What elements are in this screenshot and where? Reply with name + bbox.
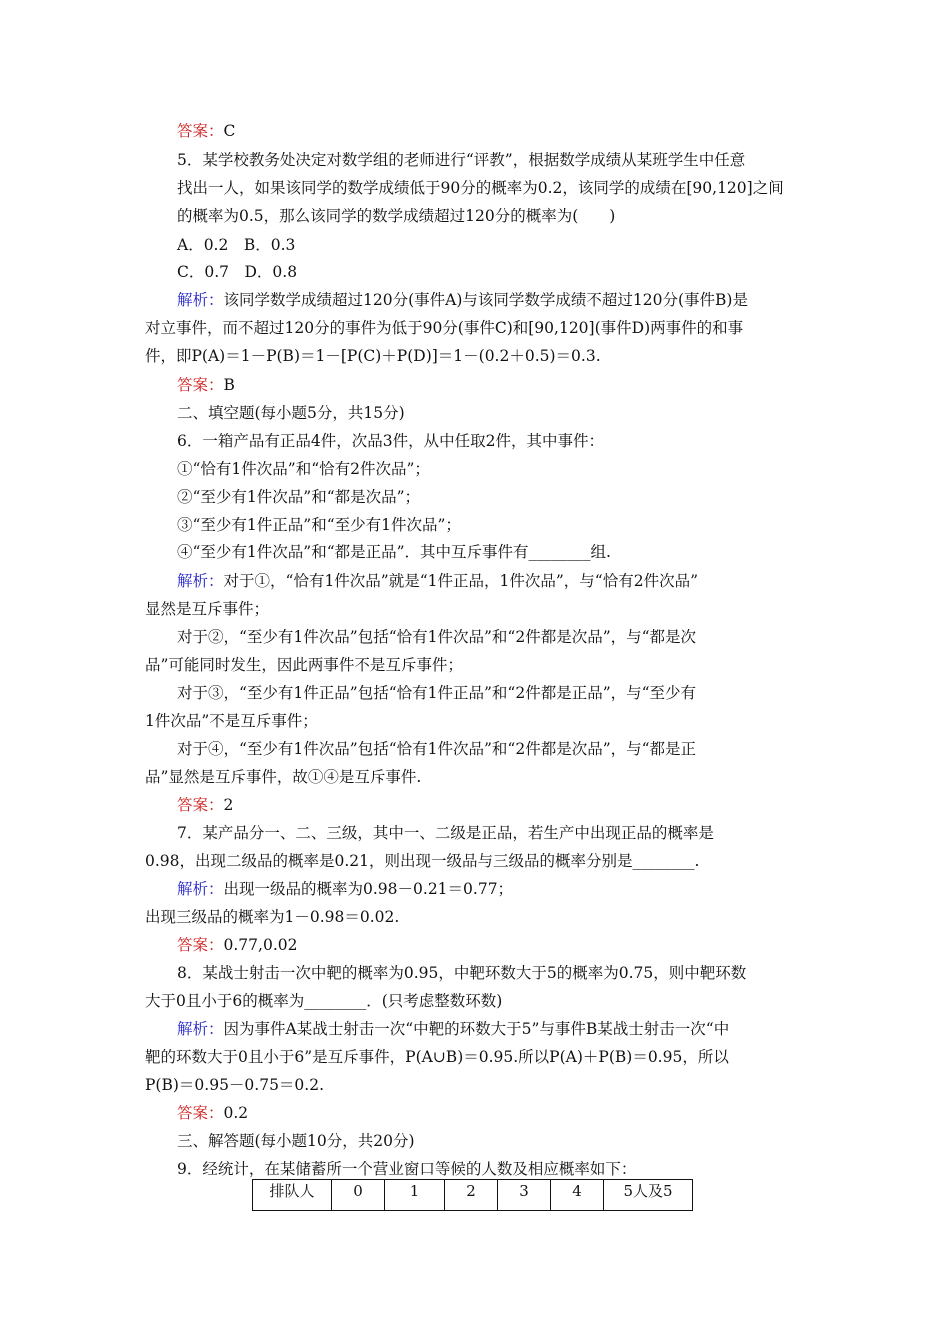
line-text: 对于③，“至少有1件正品”包括“恰有1件正品”和“2件都是正品”，与“至少有 <box>177 684 697 702</box>
line-text: 该同学数学成绩超过120分(事件A)与该同学数学成绩不超过120分(事件B)是 <box>223 291 748 309</box>
line-text: B <box>223 376 235 394</box>
line-text: 1件次品”不是互斥事件； <box>145 712 318 730</box>
line-text: 0.2 <box>223 1104 249 1122</box>
text-line <box>145 907 399 927</box>
text-line <box>177 627 696 647</box>
line-text: 对于②，“至少有1件次品”包括“恰有1件次品”和“2件都是次品”，与“都是次 <box>177 628 697 646</box>
table-cell: 0 <box>332 1180 385 1211</box>
line-text: 的概率为0.5，那么该同学的数学成绩超过120分的概率为( ) <box>177 207 616 225</box>
answer-label: 答案： <box>177 1104 224 1122</box>
table-cell: 4 <box>551 1180 604 1211</box>
text-line <box>177 459 430 479</box>
line-text: 5．某学校教务处决定对数学组的老师进行“评教”，根据数学成绩从某班学生中任意 <box>177 151 746 169</box>
text-line <box>145 318 743 338</box>
explanation-label: 解析： <box>177 291 224 309</box>
text-line <box>177 1159 636 1179</box>
line-text: 大于0且小于6的概率为________．(只考虑整数环数) <box>145 992 503 1010</box>
line-text: C．0.7 D．0.8 <box>177 263 298 281</box>
queue-probability-table <box>252 1179 693 1211</box>
text-line <box>177 403 405 423</box>
table-cell: 1 <box>385 1180 445 1211</box>
line-text: 对于④，“至少有1件次品”包括“恰有1件次品”和“2件都是次品”，与“都是正 <box>177 740 697 758</box>
line-text: 对于①，“恰有1件次品”就是“1件正品，1件次品”，与“恰有2件次品” <box>223 572 699 590</box>
line-text: 对立事件，而不超过120分的事件为低于90分(事件C)和[90,120](事件D)两事件的和事 <box>145 319 744 337</box>
text-line <box>177 542 611 562</box>
text-line <box>177 683 696 703</box>
line-text: 显然是互斥事件； <box>145 600 270 618</box>
line-text: ①“恰有1件次品”和“恰有2件次品”； <box>177 460 430 478</box>
text-line <box>177 431 604 451</box>
explanation-line <box>177 1019 729 1039</box>
line-text: 出现三级品的概率为1－0.98＝0.02. <box>145 908 400 926</box>
line-text: A．0.2 B．0.3 <box>177 236 296 254</box>
line-text: 6．一箱产品有正品4件，次品3件，从中任取2件，其中事件： <box>177 432 604 450</box>
text-line <box>145 711 318 731</box>
text-line <box>177 235 295 255</box>
text-line <box>145 991 502 1011</box>
table-cell: 3 <box>498 1180 551 1211</box>
text-line <box>177 487 420 507</box>
text-line <box>145 1047 729 1067</box>
text-line <box>145 346 601 366</box>
line-text: ③“至少有1件正品”和“至少有1件次品”； <box>177 516 461 534</box>
line-text: 找出一人，如果该同学的数学成绩低于90分的概率为0.2，该同学的成绩在[90,120]之间 <box>177 179 784 197</box>
text-line <box>145 655 463 675</box>
line-text: 品”显然是互斥事件，故①④是互斥事件. <box>145 768 422 786</box>
table-cell: 2 <box>445 1180 498 1211</box>
text-line <box>145 767 421 787</box>
line-text: 0.77,0.02 <box>223 936 298 954</box>
answer-line <box>177 375 235 395</box>
answer-line <box>177 935 297 955</box>
answer-label: 答案： <box>177 376 224 394</box>
explanation-label: 解析： <box>177 880 224 898</box>
explanation-line <box>177 879 513 899</box>
line-text: C <box>223 122 236 140</box>
line-text: 件，即P(A)＝1－P(B)＝1－[P(C)＋P(D)]＝1－(0.2＋0.5)＝0.3. <box>145 347 601 365</box>
explanation-line <box>177 290 748 310</box>
text-line <box>145 1075 324 1095</box>
text-line <box>177 178 784 198</box>
answer-label: 答案： <box>177 122 224 140</box>
explanation-label: 解析： <box>177 1020 224 1038</box>
answer-label: 答案： <box>177 796 224 814</box>
table-cell: 排队人 <box>253 1180 332 1211</box>
line-text: 二、填空题(每小题5分，共15分) <box>177 404 405 422</box>
line-text: 出现一级品的概率为0.98－0.21＝0.77； <box>223 880 514 898</box>
text-line <box>177 206 615 226</box>
line-text: 7．某产品分一、二、三级，其中一、二级是正品，若生产中出现正品的概率是 <box>177 824 714 842</box>
answer-line <box>177 795 233 815</box>
line-text: 靶的环数大于0且小于6”是互斥事件，P(A∪B)＝0.95.所以P(A)＋P(B)＝0.95，所以 <box>145 1048 729 1066</box>
line-text: 品”可能同时发生，因此两事件不是互斥事件； <box>145 656 463 674</box>
text-line <box>177 823 714 843</box>
text-line <box>177 515 461 535</box>
answer-line <box>177 1103 248 1123</box>
text-line <box>177 963 746 983</box>
line-text: 9．经统计，在某储蓄所一个营业窗口等候的人数及相应概率如下： <box>177 1160 637 1178</box>
line-text: 因为事件A某战士射击一次“中靶的环数大于5”与事件B某战士射击一次“中 <box>223 1020 730 1038</box>
text-line <box>177 262 297 282</box>
line-text: 2 <box>223 796 234 814</box>
line-text: 8．某战士射击一次中靶的概率为0.95，中靶环数大于5的概率为0.75，则中靶环数 <box>177 964 747 982</box>
text-line <box>145 599 269 619</box>
table-row <box>253 1180 693 1211</box>
line-text: 三、解答题(每小题10分，共20分) <box>177 1132 415 1150</box>
text-line <box>177 739 696 759</box>
text-line <box>145 851 699 871</box>
answer-label: 答案： <box>177 936 224 954</box>
line-text: ②“至少有1件次品”和“都是次品”； <box>177 488 421 506</box>
explanation-label: 解析： <box>177 572 224 590</box>
line-text: ④“至少有1件次品”和“都是正品”．其中互斥事件有________组. <box>177 543 611 561</box>
text-line <box>177 150 745 170</box>
line-text: 0.98，出现二级品的概率是0.21，则出现一级品与三级品的概率分别是________. <box>145 852 700 870</box>
answer-line <box>177 121 235 141</box>
text-line <box>177 1131 415 1151</box>
line-text: P(B)＝0.95－0.75＝0.2. <box>145 1076 325 1094</box>
explanation-line <box>177 571 698 591</box>
table-cell: 5人及5 <box>604 1180 693 1211</box>
